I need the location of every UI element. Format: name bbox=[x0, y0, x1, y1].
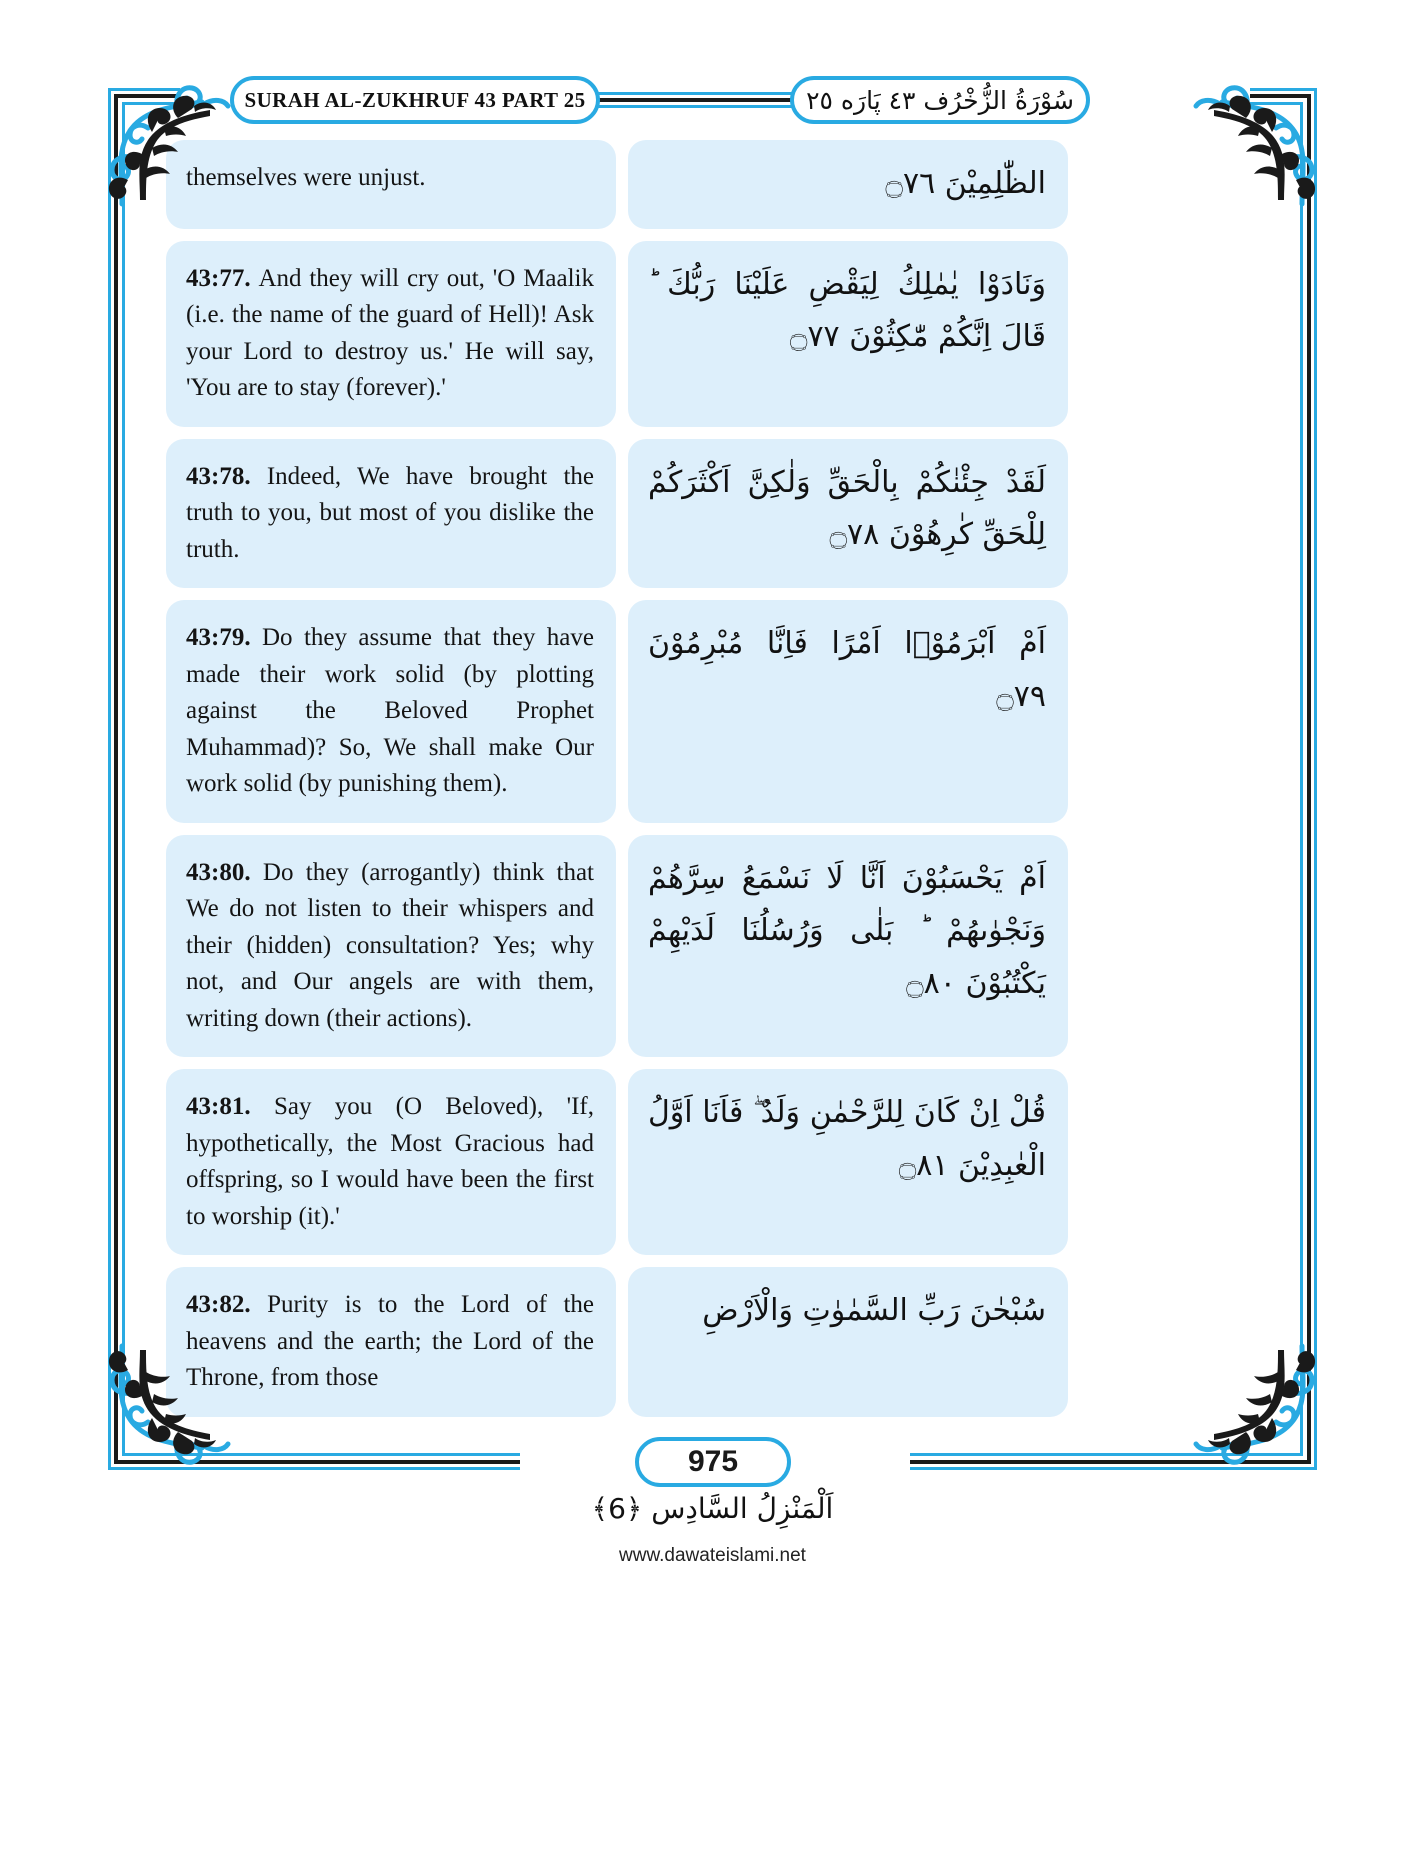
header-connector-rules bbox=[596, 92, 796, 108]
verse-english-text: And they will cry out, 'O Maalik (i.e. the name of the guard of Hell)! Ask your Lord to destroy us.' He will say, 'You are to stay (forever).' bbox=[186, 264, 595, 401]
header-surah-title-en: SURAH AL-ZUKHRUF 43 PART 25 bbox=[244, 87, 586, 112]
verse-number: 43:77. bbox=[186, 264, 259, 292]
verse-english-text: themselves were unjust. bbox=[186, 164, 426, 191]
corner-ornament-bottom-right bbox=[1192, 1338, 1342, 1488]
verse-english-text: Do they assume that they have made their work solid (by plotting against the Beloved Prophet Muhammad)? So, We shall make Our work solid (by punishing them). bbox=[186, 624, 594, 797]
page-number-badge bbox=[635, 1437, 791, 1487]
verse-arabic-cell[interactable] bbox=[628, 241, 1068, 427]
page-number: 975 bbox=[687, 1445, 739, 1478]
verse-row bbox=[166, 600, 1256, 823]
verse-number: 43:81. bbox=[186, 1093, 274, 1120]
verse-english-cell[interactable] bbox=[166, 1069, 616, 1255]
verse-arabic-text: سُبْحٰنَ رَبِّ السَّمٰوٰتِ وَالْاَرْضِ bbox=[702, 1293, 1046, 1328]
verse-english-cell[interactable] bbox=[166, 1267, 616, 1417]
verse-english-cell[interactable] bbox=[166, 241, 616, 427]
verse-arabic-text: اَمْ يَحْسَبُوْنَ اَنَّا لَا نَسْمَعُ سِرَّهُمْ وَنَجْوٰىهُمْ ؕ بَلٰى وَرُسُلُنَا لَدَيْهِمْ يَكْتُبُوْنَ ۝٨٠ bbox=[648, 860, 1046, 1001]
verse-english-cell[interactable] bbox=[166, 140, 616, 229]
verse-number: 43:82. bbox=[186, 1291, 268, 1318]
verse-arabic-cell[interactable] bbox=[628, 439, 1068, 589]
verse-arabic-cell[interactable] bbox=[628, 140, 1068, 229]
verse-row bbox=[166, 439, 1256, 589]
verse-number: 43:79. bbox=[186, 624, 262, 651]
verse-english-cell[interactable] bbox=[166, 439, 616, 589]
verse-english-text: Say you (O Beloved), 'If, hypothetically, the Most Gracious had offspring, so I would have been the first to worship (it).' bbox=[186, 1093, 594, 1230]
corner-ornament-top-right bbox=[1192, 62, 1342, 212]
verse-arabic-text: لَقَدْ جِئْنٰكُمْ بِالْحَقِّ وَلٰكِنَّ اَكْثَرَكُمْ لِلْحَقِّ كٰرِهُوْنَ ۝٧٨ bbox=[648, 464, 1046, 552]
verse-arabic-text: قُلْ اِنْ كَانَ لِلرَّحْمٰنِ وَلَدٌ ۖ فَاَنَا اَوَّلُ الْعٰبِدِيْنَ ۝٨١ bbox=[648, 1095, 1046, 1183]
verse-english-text: Indeed, We have brought the truth to you, but most of you dislike the truth. bbox=[186, 462, 594, 563]
verse-english-cell[interactable] bbox=[166, 600, 616, 823]
verse-row bbox=[166, 835, 1256, 1058]
verse-arabic-cell[interactable] bbox=[628, 1069, 1068, 1255]
verse-grid bbox=[166, 140, 1256, 1429]
verse-arabic-text: الظّٰلِمِيْنَ ۝٧٦ bbox=[885, 166, 1046, 201]
verse-arabic-text: وَنَادَوْا يٰمٰلِكُ لِيَقْضِ عَلَيْنَا رَبُّكَ ؕ قَالَ اِنَّكُمْ مّٰكِثُوْنَ ۝٧٧ bbox=[648, 266, 1046, 354]
verse-number: 43:78. bbox=[186, 462, 267, 490]
corner-ornament-top-left bbox=[82, 62, 232, 212]
verse-english-cell[interactable] bbox=[166, 835, 616, 1058]
verse-number: 43:80. bbox=[186, 858, 263, 886]
header-surah-title-ar: سُوْرَةُ الزُّخْرُف ٤٣ پَارَه ٢٥ bbox=[806, 85, 1074, 115]
website-url[interactable]: www.dawateislami.net bbox=[619, 1545, 806, 1566]
verse-english-text: Do they (arrogantly) think that We do not listen to their whispers and their (hidden) consultation? Yes; why not, and Our angels are with them, writing down (their actions). bbox=[186, 858, 594, 1032]
verse-row bbox=[166, 1267, 1256, 1417]
verse-arabic-cell[interactable] bbox=[628, 1267, 1068, 1417]
verse-arabic-cell[interactable] bbox=[628, 600, 1068, 823]
verse-english-text: Purity is to the Lord of the heavens and the earth; the Lord of the Throne, from those bbox=[186, 1291, 595, 1391]
verse-row bbox=[166, 241, 1256, 427]
corner-ornament-bottom-left bbox=[82, 1338, 232, 1488]
verse-arabic-cell[interactable] bbox=[628, 835, 1068, 1058]
verse-arabic-text: اَمْ اَبْرَمُوْۤا اَمْرًا فَاِنَّا مُبْرِمُوْنَ ۝٧٩ bbox=[648, 626, 1046, 714]
verse-row bbox=[166, 140, 1256, 229]
header-surah-title-pill-arabic bbox=[790, 76, 1090, 124]
manzil-label: اَلْمَنْزِلُ السَّادِس ﴿6﴾ bbox=[591, 1492, 834, 1525]
header-surah-title-pill bbox=[230, 76, 600, 124]
verse-row bbox=[166, 1069, 1256, 1255]
